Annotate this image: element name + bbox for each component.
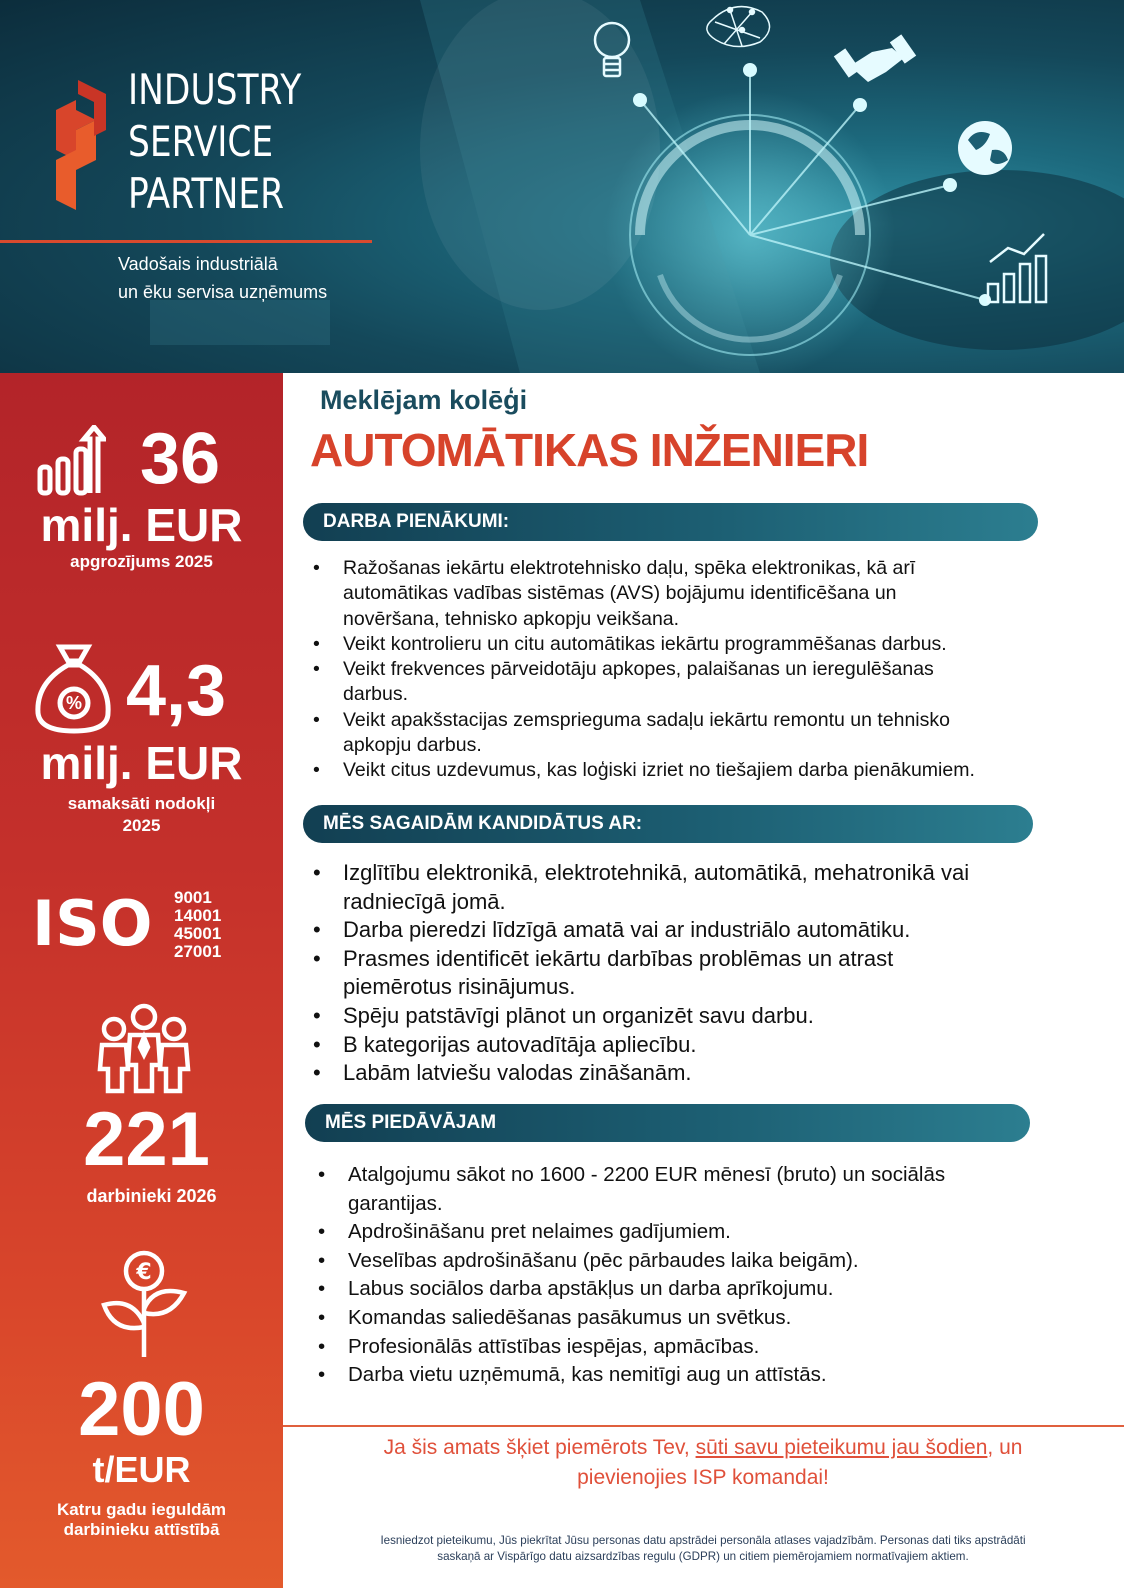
tagline-line-1: Vadošais industriālā: [118, 254, 278, 274]
brain-network-icon: [707, 7, 770, 47]
tagline: [118, 250, 327, 306]
svg-text:€: €: [136, 1260, 152, 1285]
footer-divider: [283, 1425, 1124, 1427]
offer-list: [318, 1161, 1048, 1390]
section-header-duties: DARBA PIENĀKUMI:: [303, 503, 1038, 541]
list-item: [313, 1031, 1043, 1060]
svg-text:%: %: [65, 693, 83, 713]
gdpr-line-2: saskaņā ar Vispārīgo datu aizsardzības regulu (GDPR) un citiem piemērojamiem normatīvajiem aktiem.: [437, 1550, 969, 1563]
list-item-line: • Komandas saliedēšanas pasākumus un svētkus.: [348, 1305, 792, 1329]
list-item-line: radniecīgā jomā.: [343, 888, 506, 914]
list-item-line: • Atalgojumu sākot no 1600 - 2200 EUR mēnesī (bruto) un sociālās: [348, 1163, 946, 1186]
stat-employees-value: 221: [83, 1097, 210, 1182]
stat-taxes-label-1: samaksāti nodokļi: [67, 794, 216, 813]
apply-link[interactable]: sūti savu pieteikumu jau šodien: [695, 1436, 988, 1459]
stat-investment-unit: t/EUR: [92, 1449, 191, 1490]
list-item-line: • Veikt citus uzdevumus, kas loģiski izriet no tiešajiem darba pienākumiem.: [343, 759, 975, 782]
list-item-line: automātikas vadības sistēmas (AVS) bojājumu identificēšana un: [343, 582, 897, 605]
tagline-line-2: un ēku servisa uzņēmums: [118, 282, 328, 302]
stat-taxes-unit: milj. EUR: [40, 737, 243, 789]
list-item-line: • Apdrošināšanu pret nelaimes gadījumiem.: [348, 1220, 731, 1244]
list-item: [318, 1333, 1048, 1362]
list-item-line: • Darba vietu uzņēmumā, kas nemitīgi aug un attīstās.: [348, 1363, 827, 1387]
list-item: [313, 556, 1043, 632]
list-item-line: darbus.: [343, 683, 409, 706]
iso-standard: 9001: [174, 888, 212, 907]
list-item: [313, 1002, 1043, 1031]
cta-text-line2: pievienojies ISP komandai!: [577, 1466, 829, 1489]
gdpr-line-1: Iesniedzot pieteikumu, Jūs piekrītat Jūsu personas datu apstrādei personāla atlases vajadzībām. Personas dati tiks apstrādāti: [380, 1534, 1026, 1547]
globe-icon: [958, 121, 1012, 175]
list-item-line: • Veselības apdrošināšanu (pēc pārbaudes laika beigām).: [348, 1248, 859, 1272]
list-item: [313, 758, 1043, 783]
brand-line-1: INDUSTRY: [128, 65, 302, 114]
stats-sidebar: [0, 373, 283, 1588]
brand-name: [128, 64, 301, 220]
iso-standard: 27001: [174, 942, 222, 961]
job-title: AUTOMĀTIKAS INŽENIERI: [310, 424, 869, 476]
brand-line-2: SERVICE: [128, 117, 274, 166]
list-item-line: garantijas.: [348, 1191, 443, 1215]
list-item: [313, 859, 1043, 916]
stat-turnover-label: apgrozījums 2025: [70, 552, 213, 571]
handshake-icon: [834, 34, 916, 82]
list-item: [313, 657, 1043, 708]
list-item-line: piemērotus risinājumus.: [343, 974, 576, 1000]
section-header-offer: MĒS PIEDĀVĀJAM: [305, 1104, 1030, 1142]
list-item-line: • Veikt frekvences pārveidotāju apkopes, palaišanas un ieregulēšanas: [343, 658, 934, 681]
list-item: [318, 1361, 1048, 1390]
list-item-line: • Labus sociālos darba apstākļus un darba aprīkojumu.: [348, 1277, 834, 1301]
kicker-text: Meklējam kolēģi: [320, 385, 528, 415]
list-item-line: novēršana, tehnisko apkopju veikšana.: [343, 607, 680, 630]
list-item-line: • Veikt kontrolieru un citu automātikas iekārtu programmēšanas darbus.: [343, 632, 947, 655]
cta-text-before: Ja šis amats šķiet piemērots Tev,: [383, 1436, 696, 1459]
list-item-line: • Profesionālās attīstības iespējas, apmācības.: [348, 1334, 760, 1358]
list-item-line: • Veikt apakšstacijas zemsprieguma sadaļu iekārtu remontu un tehnisko: [343, 708, 950, 731]
stat-employees-label: darbinieki 2026: [86, 1186, 217, 1206]
iso-standard: 45001: [174, 924, 222, 943]
cta-text-after: , un: [987, 1436, 1023, 1459]
call-to-action: [303, 1433, 1103, 1493]
euro-plant-icon: [98, 1249, 190, 1361]
iso-standards-list: [174, 889, 221, 961]
team-people-icon: [96, 1003, 192, 1095]
list-item-line: • Spēju patstāvīgi plānot un organizēt savu darbu.: [343, 1002, 814, 1028]
brand-line-3: PARTNER: [128, 169, 285, 218]
section-header-requirements: MĒS SAGAIDĀM KANDIDĀTUS AR:: [303, 805, 1033, 843]
requirements-list: [313, 859, 1043, 1088]
stat-taxes-label-2: 2025: [122, 816, 161, 835]
stat-taxes-value: 4,3: [126, 651, 227, 731]
stat-investment-value: 200: [78, 1367, 205, 1452]
stat-investment-label-1: Katru gadu ieguldām: [56, 1500, 227, 1519]
list-item: [318, 1304, 1048, 1333]
list-item: [313, 945, 1043, 1002]
job-posting: [283, 373, 1124, 1588]
stat-turnover-value: 36: [140, 419, 221, 499]
list-item: [313, 916, 1043, 945]
stat-investment-label-2: darbinieku attīstībā: [63, 1520, 220, 1539]
list-item: [318, 1218, 1048, 1247]
list-item: [318, 1161, 1048, 1218]
list-item: [318, 1275, 1048, 1304]
list-item-line: • Ražošanas iekārtu elektrotehnisko daļu, spēka elektronikas, kā arī: [343, 557, 916, 579]
list-item: [318, 1247, 1048, 1276]
brand-underline: [0, 240, 372, 243]
list-item-line: • Labām latviešu valodas zināšanām.: [343, 1060, 692, 1086]
bar-chart-arrow-icon: [36, 425, 106, 497]
hero-banner: [0, 0, 1124, 373]
money-bag-percent-icon: [30, 643, 120, 735]
list-item: [313, 708, 1043, 759]
stat-turnover-unit: milj. EUR: [40, 499, 243, 551]
iso-standard: 14001: [174, 906, 222, 925]
gdpr-notice: [303, 1533, 1103, 1565]
isp-logo-mark: [36, 70, 116, 210]
list-item-line: • Prasmes identificēt iekārtu darbības problēmas un atrast: [343, 945, 894, 971]
list-item: [313, 632, 1043, 657]
list-item: [313, 1059, 1043, 1088]
list-item-line: • Izglītību elektronikā, elektrotehnikā, automātikā, mehatronikā vai: [343, 860, 970, 885]
list-item-line: • Darba pieredzi līdzīgā amatā vai ar industriālo automātiku.: [343, 917, 911, 943]
list-item-line: apkopju darbus.: [343, 734, 482, 757]
list-item-line: • B kategorijas autovadītāja apliecību.: [343, 1031, 697, 1057]
duties-list: [313, 556, 1043, 784]
stat-iso-label: ISO: [32, 887, 153, 960]
